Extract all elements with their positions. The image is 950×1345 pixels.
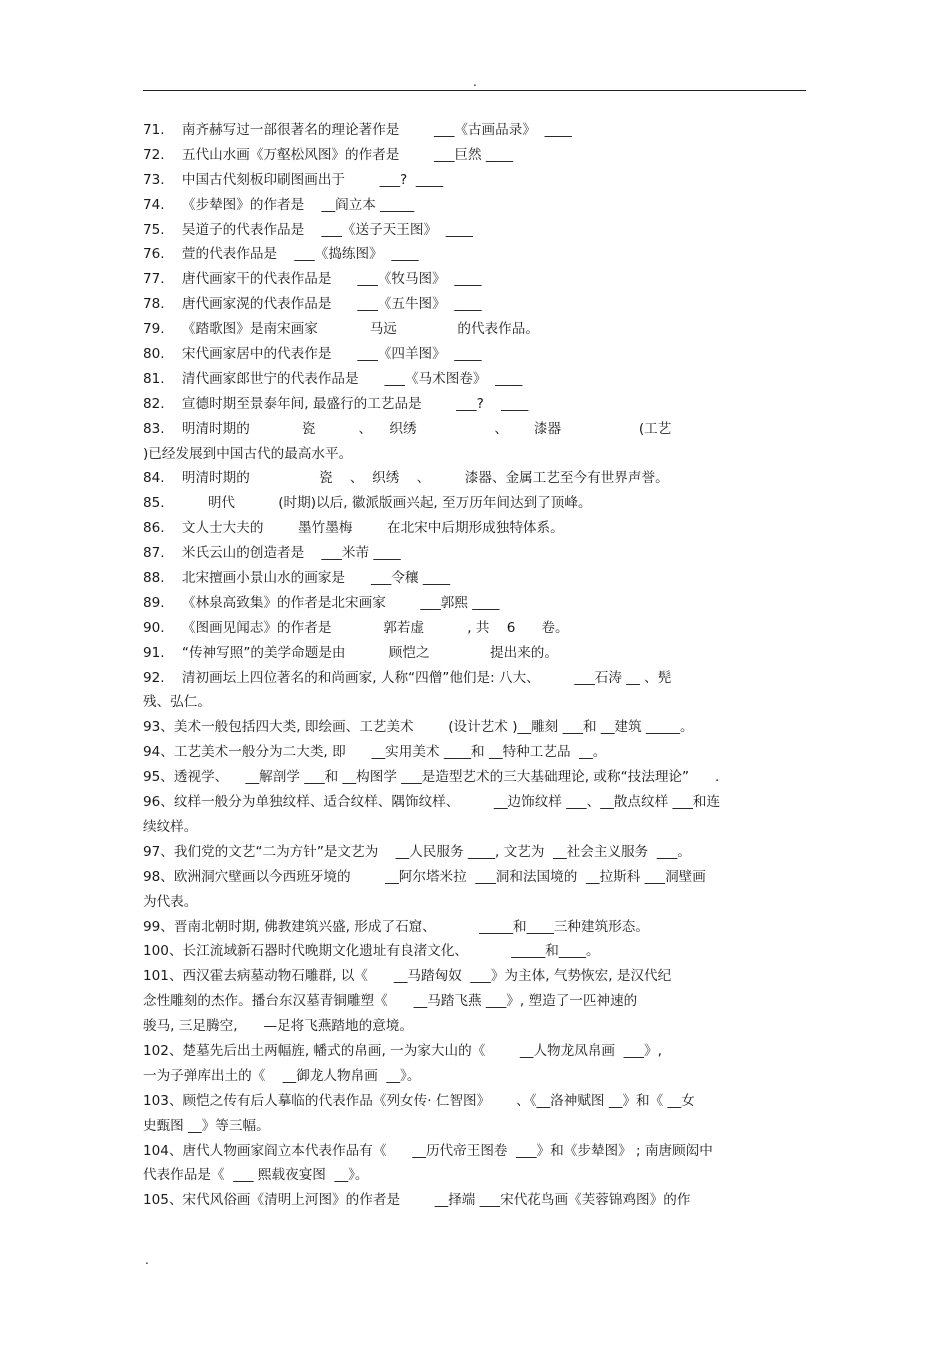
text-line: 87. 米氏云山的创造者是 ___米芾 ____ [143,545,401,562]
text-line: 续纹样。 [143,818,198,835]
text-line: 100、长江流域新石器时代晚期文化遗址有良渚文化、 _____和____。 [143,943,600,960]
text-line: 为代表。 [143,893,198,910]
text-line: 一为子弹库出土的《 __御龙人物帛画 __》。 [143,1067,421,1084]
text-line: 93、美术一般包括四大类, 即绘画、工艺美术 (设计艺术 )__雕刻 ___和 __建筑 _____。 [143,719,694,736]
header-rule [143,90,806,91]
text-line: 86. 文人士大夫的 墨竹墨梅 在北宋中后期形成独特体系。 [143,520,564,537]
text-line: 96、纹样一般分为单独纹样、适合纹样、隅饰纹样、 __边饰纹样 ___、__散点纹样 ___和连 [143,794,721,811]
text-line: 77. 唐代画家干的代表作品是 ___《牧马图》 ____ [143,271,482,288]
text-line: 84. 明清时期的 瓷 、 织绣 、 漆器、金属工艺至今有世界声誉。 [143,470,669,487]
text-line: 80. 宋代画家居中的代表作是 ___《四羊图》 ____ [143,346,482,363]
document-body [143,118,793,1213]
text-line: 78. 唐代画家滉的代表作品是 ___《五牛图》 ____ [143,296,482,313]
text-line: 83. 明清时期的 瓷 、 织绣 、 漆器 (工艺 [143,420,672,437]
header-dot: . [473,75,477,89]
text-line: 90. 《图画见闻志》的作者是 郭若虚 , 共 6 卷。 [143,619,569,636]
text-line: 81. 清代画家郎世宁的代表作品是 ___《马术图卷》 ____ [143,370,523,387]
text-line: 85. 明代 (时期)以后, 徽派版画兴起, 至万历年间达到了顶峰。 [143,495,592,512]
text-line: )已经发展到中国古代的最高水平。 [143,445,353,462]
text-line: 76. 萱的代表作品是 ___《捣练图》 ____ [143,246,419,263]
text-line: 91. “传神写照”的美学命题是由 顾恺之 提出来的。 [143,644,558,661]
text-line: 95、透视学、 __解剖学 ___和 __构图学 ___是造型艺术的三大基础理论, 或称“技法理论” . [143,769,720,786]
text-line: 骏马, 三足腾空, —足将飞燕踏地的意境。 [143,1018,413,1035]
text-line: 94、工艺美术一般分为二大类, 即 __实用美术 ____和 __特种工艺品 __。 [143,744,607,761]
text-line: 102、楚墓先后出土两幅旌, 幡式的帛画, 一为家大山的《 __人物龙凤帛画 ___》, [143,1042,662,1059]
text-line: 74. 《步辇图》的作者是 __阎立本 _____ [143,196,415,213]
text-line: 105、宋代风俗画《清明上河图》的作者是 __择端 ___宋代花鸟画《芙蓉锦鸡图》的作 [143,1192,691,1209]
text-line: 79. 《踏歌图》是南宋画家 马远 的代表作品。 [143,321,539,338]
footer-dot: . [145,1253,149,1267]
text-line: 72. 五代山水画《万壑松风图》的作者是 ___巨然 ____ [143,146,514,163]
text-line: 73. 中国古代刻板印刷图画出于 ___? ____ [143,171,444,188]
text-line: 99、晋南北朝时期, 佛教建筑兴盛, 形成了石窟、 _____和____三种建筑形态。 [143,918,649,935]
text-line: 98、欧洲洞穴壁画以今西班牙境的 __阿尔塔米拉 ___洞和法国境的 __拉斯科 ___洞壁画 [143,868,706,885]
text-line: 史甄图 __》等三幅。 [143,1117,270,1134]
text-line: 75. 吴道子的代表作品是 ___《送子天王图》 ____ [143,221,473,238]
text-line: 92. 清初画坛上四位著名的和尚画家, 人称“四僧”他们是: 八大、 ___石涛 __ 、髡 [143,669,672,686]
text-line: 71. 南齐赫写过一部很著名的理论著作是 ___《古画品录》 ____ [143,122,572,138]
text-line: 104、唐代人物画家阎立本代表作品有《 __历代帝王图卷 ___》和《步辇图》 ; 南唐顾闳中 [143,1142,713,1159]
text-line: 残、弘仁。 [143,694,211,711]
text-line: 82. 宣德时期至景泰年间, 最盛行的工艺品是 ___? ____ [143,395,529,412]
text-line: 97、我们党的文艺“二为方针”是文艺为 __人民服务 ____, 文艺为 __社会主义服务 ___。 [143,843,691,860]
text-line: 代表作品是《 ___ 熙载夜宴图 __》。 [143,1167,369,1184]
text-line: 念性雕刻的杰作。播台东汉墓青铜雕塑《 __马踏飞燕 ___》, 塑造了一匹神速的 [143,993,638,1010]
text-line: 101、西汉霍去病墓动物石雕群, 以《 __马踏匈奴 ___》为主体, 气势恢宏, 是汉代纪 [143,968,672,985]
text-line: 88. 北宋擅画小景山水的画家是 ___令穰 ____ [143,570,451,587]
text-line: 89. 《林泉高致集》的作者是北宋画家 ___郭熙 ____ [143,594,500,611]
text-line: 103、顾恺之传有后人摹临的代表作品《列女传· 仁智图》 、《__洛神赋图 __》和《 __女 [143,1092,695,1109]
